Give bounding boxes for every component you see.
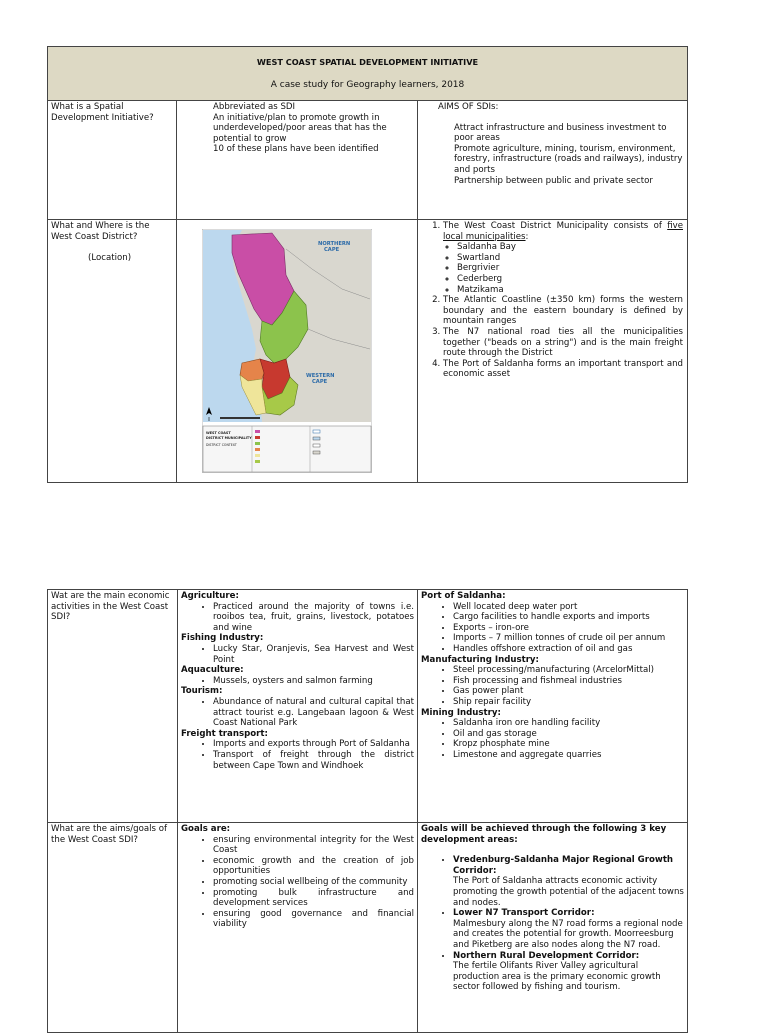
map-label-western-cape: WESTERN CAPE <box>306 373 335 385</box>
area-description: The fertile Olifants River Valley agricultural production area is the primary economic growth sector followed by fishing and tourism. <box>453 961 661 993</box>
activity-item: • Saldanha iron ore handling facility <box>453 718 684 729</box>
municipality-item: ◦ Cederberg <box>457 274 683 285</box>
question-cell <box>48 220 177 483</box>
development-area-item <box>453 855 684 908</box>
map-cell <box>177 220 418 483</box>
map-image <box>202 229 372 473</box>
activities-right-cell <box>418 590 688 823</box>
development-areas-cell <box>418 823 688 1033</box>
activity-item: • Exports – iron-ore <box>453 623 684 634</box>
activity-item: • Mussels, oysters and salmon farming <box>213 676 414 687</box>
heading-manufacturing: Manufacturing Industry: <box>421 654 539 665</box>
question-what-is-sdi: What is a Spatial Development Initiative? <box>51 102 154 123</box>
aims-title: AIMS OF SDIs: <box>438 102 499 112</box>
heading-mining: Mining Industry: <box>421 707 501 718</box>
location-label: (Location) <box>88 253 132 264</box>
aims-cell <box>418 101 688 220</box>
heading-tourism: Tourism: <box>181 686 223 697</box>
municipality-item: ◦ Bergrivier <box>457 263 683 274</box>
activity-item: • Handles offshore extraction of oil and gas <box>453 644 684 655</box>
activity-item: • Limestone and aggregate quarries <box>453 750 684 761</box>
activity-item: • Ship repair facility <box>453 697 684 708</box>
activity-item: • Imports – 7 million tonnes of crude oil per annum <box>453 633 684 644</box>
activity-item: • Practiced around the majority of towns i.e. rooibos tea, fruit, grains, livestock, potatoes and wine <box>213 602 414 634</box>
goals-cell <box>178 823 418 1033</box>
heading-freight: Freight transport: <box>181 728 268 739</box>
municipality-item: ◦ Saldanha Bay <box>457 242 683 253</box>
svg-text:DISTRICT MUNICIPALITY: DISTRICT MUNICIPALITY <box>206 436 252 440</box>
area-description: The Port of Saldanha attracts economic activity promoting the growth potential of the adjacent towns and nodes. <box>453 876 684 908</box>
document-subtitle: A case study for Geography learners, 2018 <box>270 79 465 90</box>
district-map <box>202 229 372 473</box>
area-name: Vredenburg-Saldanha Major Regional Growth Corridor: <box>453 855 674 876</box>
legend-subtitle: DISTRICT CONTEXT <box>206 443 237 447</box>
activity-item: • Gas power plant <box>453 686 684 697</box>
legend-title: WEST COAST <box>206 431 231 435</box>
activities-left-cell <box>178 590 418 823</box>
district-facts-cell <box>418 220 688 483</box>
definition-line: 10 of these plans have been identified <box>213 144 379 155</box>
definition-cell <box>177 101 418 220</box>
municipality-list <box>443 242 683 295</box>
activity-item: • Lucky Star, Oranjevis, Sea Harvest and West Point <box>213 644 414 665</box>
development-area-item <box>453 908 684 950</box>
goal-item: • promoting social wellbeing of the community <box>213 877 414 888</box>
goal-item: • economic growth and the creation of job opportunities <box>213 856 414 877</box>
activity-item: • Well located deep water port <box>453 602 684 613</box>
activity-item: • Steel processing/manufacturing (ArcelorMittal) <box>453 665 684 676</box>
goal-item: • ensuring environmental integrity for the West Coast <box>213 835 414 856</box>
development-area-item <box>453 951 684 993</box>
goal-item: • ensuring good governance and financial viability <box>213 909 414 930</box>
definition-line: An initiative/plan to promote growth in underdeveloped/poor areas that has the potential to grow <box>213 112 387 144</box>
question-where-district: What and Where is the West Coast District? <box>51 221 150 242</box>
fact-item: 2. The Atlantic Coastline (±350 km) forms the western boundary and the eastern boundary is defined by mountain ranges <box>443 295 683 327</box>
fact-item: 4. The Port of Saldanha forms an important transport and economic asset <box>443 359 683 380</box>
activity-item: • Oil and gas storage <box>453 729 684 740</box>
fact-item: 3. The N7 national road ties all the municipalities together ("beads on a string") and is the main freight route through the District <box>443 327 683 359</box>
aim-item: Promote agriculture, mining, tourism, environment, forestry, infrastructure (roads and railways), industry and ports <box>454 143 683 175</box>
aim-item: Partnership between public and private sector <box>454 175 653 186</box>
question-cell <box>48 823 178 1033</box>
activity-item: • Imports and exports through Port of Saldanha <box>213 739 414 750</box>
sdi-overview-table <box>47 46 688 483</box>
document-title: WEST COAST SPATIAL DEVELOPMENT INITIATIVE <box>256 57 479 67</box>
activity-item: • Fish processing and fishmeal industries <box>453 676 684 687</box>
municipality-item: ◦ Swartland <box>457 253 683 264</box>
goal-item: • promoting bulk infrastructure and development services <box>213 888 414 909</box>
activity-item: • Cargo facilities to handle exports and imports <box>453 612 684 623</box>
aim-item: Attract infrastructure and business investment to poor areas <box>454 122 667 144</box>
activity-item: • Transport of freight through the district between Cape Town and Windhoek <box>213 750 414 771</box>
map-label-northern-cape: NORTHERN CAPE <box>318 241 351 253</box>
heading-aquaculture: Aquaculture: <box>181 665 244 676</box>
title-cell <box>48 47 688 101</box>
question-economic-activities: Wat are the main economic activities in the West Coast SDI? <box>51 591 170 623</box>
district-facts-list <box>421 221 683 380</box>
question-aims-goals: What are the aims/goals of the West Coast SDI? <box>51 824 168 845</box>
goals-heading: Goals are: <box>181 824 231 834</box>
question-cell <box>48 101 177 220</box>
activity-item: • Abundance of natural and cultural capital that attract tourist e.g. Langebaan lagoon & West Coast National Park <box>213 697 414 729</box>
area-name: Lower N7 Transport Corridor: <box>453 908 595 919</box>
question-cell <box>48 590 178 823</box>
heading-fishing: Fishing Industry: <box>181 633 264 644</box>
area-description: Malmesbury along the N7 road forms a regional node and creates the potential for growth. Moorreesburg and Piketberg are also nodes along the N7 road. <box>453 918 683 950</box>
development-areas-heading: Goals will be achieved through the following 3 key development areas: <box>421 824 667 845</box>
municipality-item: ◦ Matzikama <box>457 285 683 296</box>
heading-port: Port of Saldanha: <box>421 591 506 601</box>
area-name: Northern Rural Development Corridor: <box>453 950 640 961</box>
economic-activities-table <box>47 589 688 1033</box>
activity-item: • Kropz phosphate mine <box>453 739 684 750</box>
five-municipalities-link: five local municipalities <box>443 221 683 242</box>
heading-agriculture: Agriculture: <box>181 591 239 601</box>
fact-item: 1. The West Coast District Municipality consists of five local municipalities: ◦ Saldanha Bay ◦ Swartland ◦ Bergrivier ◦ Cederberg ◦ Matzikama <box>443 221 683 295</box>
definition-line: Abbreviated as SDI <box>213 102 296 112</box>
